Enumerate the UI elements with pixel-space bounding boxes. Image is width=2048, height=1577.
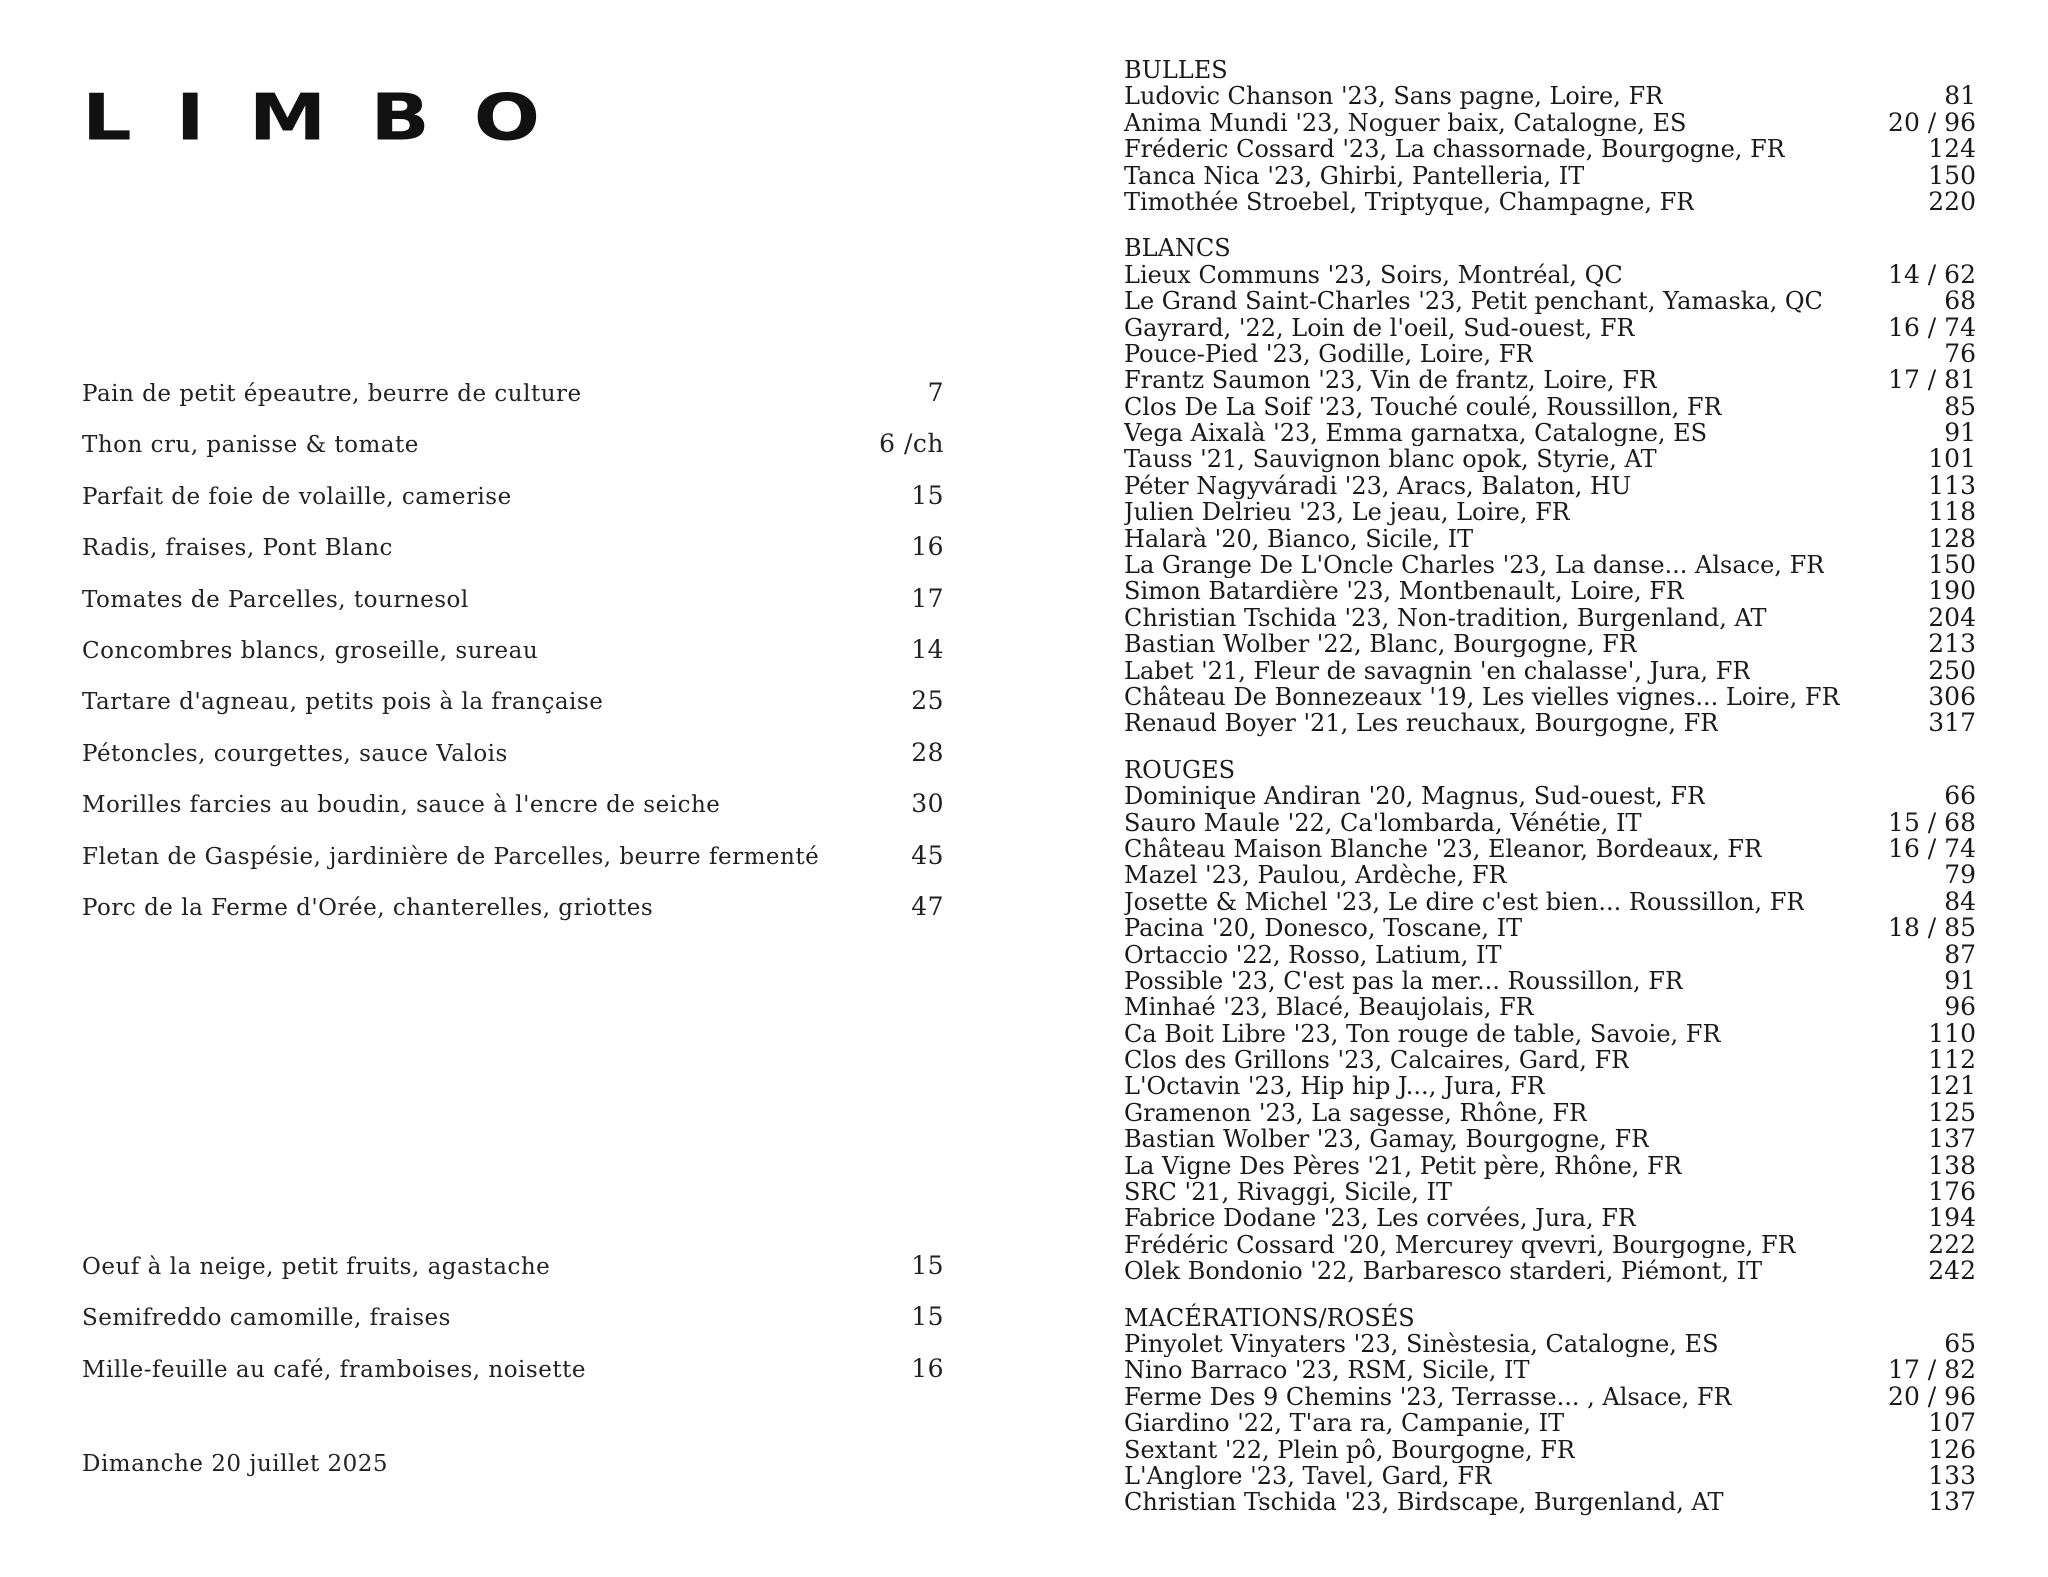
wine-name: Bastian Wolber '22, Blanc, Bourgogne, FR [1124,631,1637,658]
wine-price: 242 [1928,1256,1976,1286]
menu-item-price: 28 [911,737,944,767]
wine-price: 20 / 96 [1888,107,1976,137]
wine-price: 317 [1928,708,1976,738]
menu-item [82,686,944,737]
menu-item-name: Fletan de Gaspésie, jardinière de Parcelles, beurre fermenté [82,843,820,870]
wine-name: Fréderic Cossard '23, La chassornade, Bourgogne, FR [1124,136,1785,163]
wine-price: 194 [1928,1203,1976,1233]
wine-name: Le Grand Saint-Charles '23, Petit penchant, Yamaska, QC [1124,288,1823,315]
wine-name: Dominique Andiran '20, Magnus, Sud-ouest, FR [1124,783,1706,810]
menu-item-price: 15 [911,480,944,510]
wine-name: Bastian Wolber '23, Gamay, Bourgogne, FR [1124,1126,1650,1153]
wine-item [1124,578,1976,604]
wine-item [1124,1357,1976,1383]
menu-item-price: 6 /ch [879,429,944,459]
wine-item [1124,1205,1976,1231]
wine-item [1124,681,1976,711]
food-menu [82,378,944,943]
wine-name: Ludovic Chanson '23, Sans pagne, Loire, FR [1124,83,1664,110]
wine-item [1124,807,1976,837]
wine-section-title: BULLES [1124,56,1228,84]
menu-item-name: Radis, fraises, Pont Blanc [82,535,393,562]
wine-item [1124,994,1976,1020]
wine-name: Christian Tschida '23, Non-tradition, Burgenland, AT [1124,604,1767,632]
wine-section-title: BLANCS [1124,234,1231,263]
wine-name: Ferme Des 9 Chemins '23, Terrasse... , Alsace, FR [1124,1383,1732,1411]
wine-name: Christian Tschida '23, Birdscape, Burgenland, AT [1124,1489,1724,1516]
wine-item [1124,1328,1976,1358]
wine-price: 18 / 85 [1888,913,1976,943]
wine-price: 118 [1928,497,1976,527]
menu-item-name: Oeuf à la neige, petit fruits, agastache [82,1254,551,1280]
menu-item-name: Concombres blancs, groseille, sureau [82,637,539,664]
wine-price: 128 [1928,523,1976,553]
wine-name: Timothée Stroebel, Triptyque, Champagne, FR [1124,188,1695,216]
wine-item [1124,367,1976,393]
menu-item-name: Mille-feuille au café, framboises, noisette [82,1356,586,1383]
wine-name: Clos des Grillons '23, Calcaires, Gard, FR [1124,1047,1630,1074]
wine-name: Giardino '22, T'ara ra, Campanie, IT [1124,1410,1565,1437]
wine-item [1124,939,1976,969]
wine-price: 204 [1928,602,1976,632]
restaurant-logo: LIMBO [82,81,585,155]
wine-section-title: MACÉRATIONS/ROSÉS [1124,1303,1415,1332]
wine-name: Sextant '22, Plein pô, Bourgogne, FR [1124,1436,1575,1463]
wine-name: Pacina '20, Donesco, Toscane, IT [1124,915,1523,942]
wine-item [1124,1258,1976,1284]
wine-price: 91 [1944,418,1976,448]
wine-item [1124,446,1976,472]
wine-name: SRC '21, Rivaggi, Sicile, IT [1124,1179,1453,1206]
wine-price: 176 [1928,1177,1976,1207]
wine-price: 137 [1928,1124,1976,1154]
wine-price: 306 [1928,681,1976,711]
menu-item-name: Parfait de foie de volaille, camerise [82,483,512,510]
wine-item [1124,1229,1976,1259]
wine-item [1124,288,1976,314]
wine-price: 250 [1928,655,1976,685]
wine-price: 16 / 74 [1888,833,1976,863]
wine-name: Possible '23, C'est pas la mer... Roussillon, FR [1124,967,1684,995]
wine-name: L'Anglore '23, Tavel, Gard, FR [1124,1462,1492,1490]
wine-item [1124,391,1976,421]
wine-name: L'Octavin '23, Hip hip J..., Jura, FR [1124,1073,1545,1100]
wine-item [1124,259,1976,289]
wine-price: 121 [1928,1071,1976,1101]
menu-item [82,481,944,532]
wine-name: Simon Batardière '23, Montbenault, Loire, FR [1124,578,1684,605]
menu-item-price: 7 [927,378,944,407]
wine-item [1124,1073,1976,1099]
wine-item [1124,1381,1976,1411]
wine-name: Nino Barraco '23, RSM, Sicile, IT [1124,1357,1530,1384]
wine-price: 76 [1944,338,1976,368]
wine-name: Pinyolet Vinyaters '23, Sinèstesia, Catalogne, ES [1124,1330,1719,1358]
menu-item-price: 16 [911,1353,944,1383]
wine-item [1124,1018,1976,1048]
wine-price: 107 [1928,1408,1976,1438]
wine-price: 17 / 81 [1888,365,1976,395]
wine-section [1124,1305,1976,1516]
wine-price: 65 [1944,1328,1976,1358]
wine-item [1124,862,1976,888]
dessert-menu [82,1251,944,1405]
wine-price: 66 [1944,781,1976,811]
wine-name: Gramenon '23, La sagesse, Rhône, FR [1124,1099,1588,1127]
wine-price: 138 [1928,1150,1976,1180]
wine-item [1124,1489,1976,1515]
wine-name: Olek Bondonio '22, Barbaresco starderi, Piémont, IT [1124,1258,1763,1285]
wine-name: Anima Mundi '23, Noguer baix, Catalogne, ES [1124,109,1687,137]
menu-item-name: Porc de la Ferme d'Orée, chanterelles, griottes [82,894,654,921]
wine-item [1124,1126,1976,1152]
wine-price: 222 [1928,1229,1976,1259]
wine-name: Frédéric Cossard '20, Mercurey qvevri, Bourgogne, FR [1124,1231,1796,1259]
wine-price: 112 [1928,1045,1976,1075]
wine-price: 133 [1928,1460,1976,1490]
wine-item [1124,1150,1976,1180]
wine-name: Clos De La Soif '23, Touché coulé, Roussillon, FR [1124,393,1722,421]
wine-name: Fabrice Dodane '23, Les corvées, Jura, FR [1124,1205,1636,1232]
menu-item [82,429,944,480]
menu-item-name: Thon cru, panisse & tomate [82,432,419,459]
wine-price: 96 [1944,992,1976,1022]
wine-item [1124,107,1976,137]
wine-name: Sauro Maule '22, Ca'lombarda, Vénétie, IT [1124,809,1642,836]
menu-item [82,1302,944,1353]
menu-item-price: 15 [911,1302,944,1332]
wine-name: Péter Nagyváradi '23, Aracs, Balaton, HU [1124,472,1632,500]
wine-item [1124,523,1976,553]
wine-name: Renaud Boyer '21, Les reuchaux, Bourgogne, FR [1124,710,1719,737]
wine-name: La Vigne Des Pères '21, Petit père, Rhône, FR [1124,1152,1682,1180]
wine-price: 220 [1928,186,1976,216]
wine-item [1124,915,1976,941]
wine-item [1124,186,1976,216]
wine-price: 91 [1944,965,1976,995]
wine-item [1124,470,1976,500]
wine-price: 68 [1944,286,1976,316]
wine-name: Labet '21, Fleur de savagnin 'en chalasse', Jura, FR [1124,657,1751,684]
wine-name: Château De Bonnezeaux '19, Les vielles vignes... Loire, FR [1124,683,1840,711]
wine-price: 137 [1928,1487,1976,1517]
wine-item [1124,602,1976,632]
menu-item [82,789,944,840]
wine-name: Ca Boit Libre '23, Ton rouge de table, Savoie, FR [1124,1020,1721,1048]
wine-item [1124,783,1976,809]
wine-item [1124,312,1976,342]
menu-item-price: 14 [911,634,944,664]
menu-item-price: 17 [911,583,944,613]
wine-item [1124,965,1976,995]
wine-name: Josette & Michel '23, Le dire c'est bien... Roussillon, FR [1124,888,1805,916]
wine-section [1124,57,1976,215]
wine-item [1124,1047,1976,1073]
wine-name: Château Maison Blanche '23, Eleanor, Bordeaux, FR [1124,835,1763,863]
wine-name: Vega Aixalà '23, Emma garnatxa, Catalogne, ES [1124,420,1708,447]
wine-section-title: ROUGES [1124,755,1236,784]
menu-item-price: 47 [911,891,944,921]
wine-item [1124,552,1976,578]
menu-item [82,738,944,789]
wine-name: Minhaé '23, Blacé, Beaujolais, FR [1124,994,1534,1021]
wine-price: 125 [1928,1097,1976,1127]
wine-section [1124,757,1976,1285]
wine-name: Tanca Nica '23, Ghirbi, Pantelleria, IT [1124,162,1585,189]
wine-item [1124,710,1976,736]
menu-item [82,892,944,943]
menu-item [82,1251,944,1302]
wine-price: 84 [1944,886,1976,916]
menu-item-price: 25 [911,686,944,716]
wine-price: 126 [1928,1434,1976,1464]
wine-name: Tauss '21, Sauvignon blanc opok, Styrie, AT [1124,446,1657,473]
menu-item-name: Semifreddo camomille, fraises [82,1305,451,1332]
wine-item [1124,83,1976,109]
menu-date: Dimanche 20 juillet 2025 [82,1451,389,1477]
wine-item [1124,160,1976,190]
wine-item [1124,499,1976,525]
wine-price: 85 [1944,391,1976,421]
wine-price: 87 [1944,939,1976,969]
wine-price: 17 / 82 [1888,1355,1976,1385]
menu-item-price: 16 [911,532,944,562]
menu-item [82,378,944,429]
wine-item [1124,1460,1976,1490]
wine-price: 110 [1928,1018,1976,1048]
wine-item [1124,136,1976,162]
wine-price: 190 [1928,576,1976,606]
menu-item [82,532,944,583]
wine-price: 81 [1944,81,1976,111]
menu-item-name: Tomates de Parcelles, tournesol [82,586,469,613]
wine-price: 101 [1928,444,1976,474]
wine-name: Julien Delrieu '23, Le jeau, Loire, FR [1124,499,1570,526]
menu-item [82,635,944,686]
wine-item [1124,886,1976,916]
wine-price: 20 / 96 [1888,1381,1976,1411]
menu-item-name: Pain de petit épeautre, beurre de culture [82,381,582,407]
wine-item [1124,338,1976,368]
wine-item [1124,631,1976,657]
wine-name: La Grange De L'Oncle Charles '23, La danse... Alsace, FR [1124,552,1825,579]
wine-name: Ortaccio '22, Rosso, Latium, IT [1124,941,1502,968]
menu-item-name: Tartare d'agneau, petits pois à la française [82,689,604,716]
menu-item-price: 15 [911,1251,944,1280]
wine-name: Lieux Communs '23, Soirs, Montréal, QC [1124,261,1623,289]
wine-name: Halarà '20, Bianco, Sicile, IT [1124,525,1474,553]
wine-item [1124,420,1976,446]
wine-price: 150 [1928,160,1976,190]
wine-name: Gayrard, '22, Loin de l'oeil, Sud-ouest, FR [1124,314,1635,341]
wine-price: 14 / 62 [1888,259,1976,289]
wine-price: 15 / 68 [1888,807,1976,837]
menu-item-name: Morilles farcies au boudin, sauce à l'encre de seiche [82,792,721,819]
menu-item [82,841,944,892]
wine-item [1124,655,1976,685]
wine-item [1124,1434,1976,1464]
wine-price: 113 [1928,470,1976,500]
wine-price: 213 [1928,629,1976,659]
wine-list [1124,57,1976,1536]
wine-price: 124 [1928,134,1976,164]
wine-price: 79 [1944,860,1976,890]
wine-name: Mazel '23, Paulou, Ardèche, FR [1124,862,1507,889]
wine-item [1124,833,1976,863]
menu-item-price: 30 [911,789,944,819]
wine-name: Pouce-Pied '23, Godille, Loire, FR [1124,340,1534,368]
menu-item-price: 45 [911,840,944,870]
wine-item [1124,1179,1976,1205]
menu-item [82,1354,944,1405]
wine-item [1124,1410,1976,1436]
wine-name: Frantz Saumon '23, Vin de frantz, Loire, FR [1124,367,1657,394]
wine-price: 16 / 74 [1888,312,1976,342]
wine-price: 150 [1928,550,1976,580]
menu-item [82,584,944,635]
wine-item [1124,1097,1976,1127]
menu-item-name: Pétoncles, courgettes, sauce Valois [82,740,508,767]
wine-section [1124,235,1976,736]
